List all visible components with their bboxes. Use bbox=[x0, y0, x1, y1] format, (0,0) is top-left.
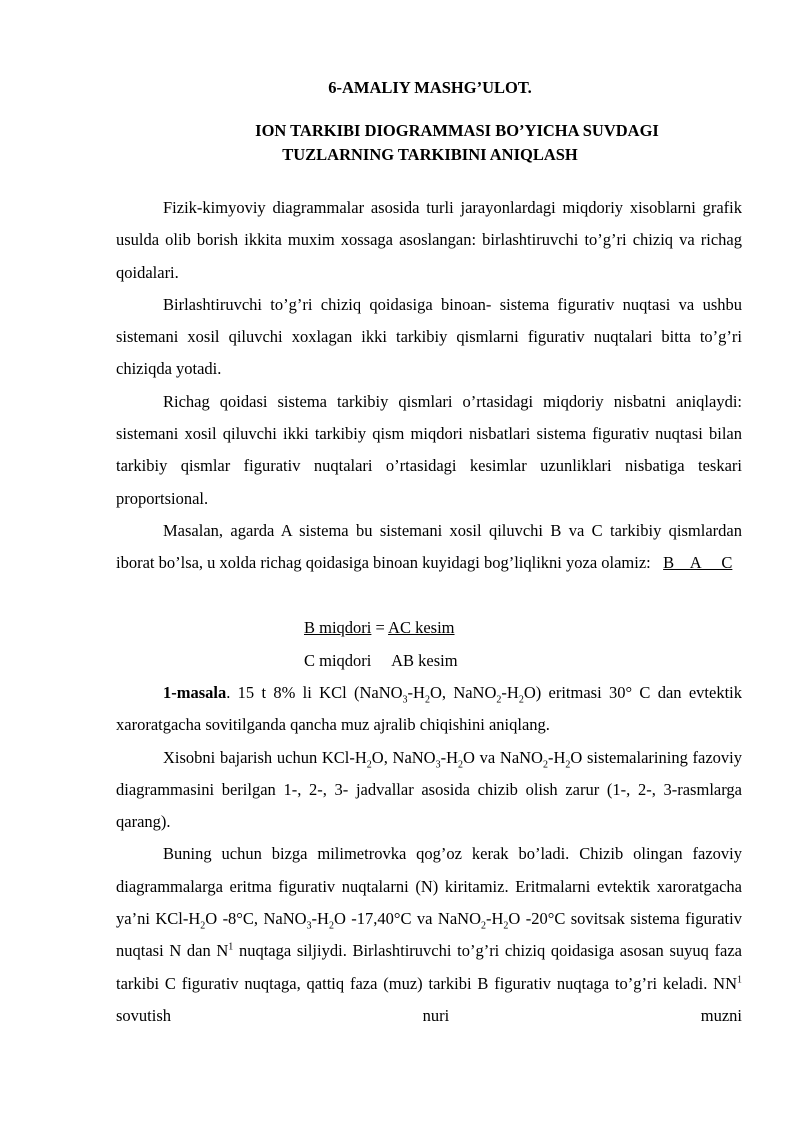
subscript: 2 bbox=[503, 920, 509, 932]
subscript: 2 bbox=[565, 758, 571, 770]
subscript: 2 bbox=[518, 694, 524, 706]
subscript: 2 bbox=[458, 758, 464, 770]
formula-ab-segment: AB kesim bbox=[391, 651, 458, 670]
bac-segment: B A C bbox=[663, 553, 733, 573]
formula-ac-segment: AC kesim bbox=[388, 618, 455, 637]
subscript: 2 bbox=[328, 920, 334, 932]
problem-text: O) eritmasi 30° C dan evtektik xaroratgacha sovitilganda qancha muz ajralib chiqishini aniqlang. bbox=[116, 683, 742, 735]
procedure-text: O -8°C, NaNO bbox=[205, 909, 307, 929]
paragraph-procedure bbox=[116, 838, 742, 1032]
procedure-text: nuqtaga siljiydi. Birlashtiruvchi to’g’ri chiziq qoidasiga asosan suyuq faza tarkibi C figurativ nuqtaga, qattiq faza (muz) tarkibi B figurativ nuqtaga to’g’ri keladi. NN bbox=[116, 941, 742, 993]
subscript: 2 bbox=[480, 920, 486, 932]
solution-text: O va NaNO bbox=[463, 747, 543, 767]
paragraph-solution-intro bbox=[116, 742, 742, 839]
problem-text: . 15 t 8% li KCl (NaNO bbox=[226, 683, 403, 702]
lever-formula-denominator bbox=[304, 651, 458, 671]
problem-text: -H bbox=[407, 683, 425, 702]
procedure-text: -H bbox=[485, 909, 504, 929]
subscript: 3 bbox=[402, 694, 408, 706]
exercise-number-heading: 6-AMALIY MASHG’ULOT. bbox=[328, 78, 532, 97]
title-line-1: ION TARKIBI DIOGRAMMASI BO’YICHA SUVDAGI bbox=[255, 121, 659, 140]
lever-formula-numerator bbox=[304, 618, 455, 638]
superscript: 1 bbox=[228, 941, 234, 953]
solution-text: Xisobni bajarish uchun KCl-H bbox=[163, 747, 367, 767]
paragraph-problem-1 bbox=[116, 677, 742, 742]
example-text: Masalan, agarda A sistema bu sistemani xosil qiluvchi B va C tarkibiy qismlardan iborat bo’lsa, u xolda richag qoidasiga binoan kuyidagi bog’liqlikni yoza olamiz: bbox=[116, 520, 742, 573]
paragraph-lever-rule: Richag qoidasi sistema tarkibiy qismlari o’rtasidagi miqdoriy nisbatni aniqlaydi: sistemani xosil qiluvchi ikki tarkibiy qism miqdori nisbatlari sistema figurativ nuqtasi bilan tarkibiy qismlar figurativ nuqtalari o’rtasidagi kesimlar uzunliklari nisbatiga teskari proportsional. bbox=[116, 391, 742, 508]
problem-label: 1-masala bbox=[163, 683, 227, 702]
procedure-text: O -17,40°C va NaNO bbox=[333, 909, 481, 929]
paragraph-diagram-rules: Fizik-kimyoviy diagrammalar asosida turli jarayonlardagi miqdoriy xisoblarni grafik usulda olib borish ikkita muxim xossaga asoslangan: birlashtiruvchi to’g’ri chiziq va richag qoidalari. bbox=[116, 198, 742, 282]
subscript: 2 bbox=[496, 694, 502, 706]
subscript: 2 bbox=[200, 920, 206, 932]
subscript: 2 bbox=[424, 694, 430, 706]
procedure-text: O -20°C sovitsak sistema figurativ nuqtasi N dan N bbox=[116, 909, 742, 961]
paragraph-line-rule: Birlashtiruvchi to’g’ri chiziq qoidasiga binoan- sistema figurativ nuqtasi va ushbu sistemani xosil qiluvchi xoxlagan ikki tarkibiy qismlarni figurativ nuqtalari bitta to’g’ri chiziqda yotadi. bbox=[116, 294, 742, 379]
solution-text: O, NaNO bbox=[371, 747, 436, 767]
formula-equals: = bbox=[371, 618, 389, 637]
solution-text: -H bbox=[440, 747, 459, 767]
intro-section bbox=[116, 192, 742, 580]
procedure-text: sovutish nuri muzni bbox=[116, 1005, 742, 1025]
problem-text: -H bbox=[501, 683, 519, 702]
subscript: 2 bbox=[542, 758, 548, 770]
paragraph-example bbox=[116, 515, 742, 580]
procedure-text: Buning uchun bizga milimetrovka qog’oz kerak bo’ladi. Chizib olingan fazoviy diagrammalarga eritma figurativ nuqtalarni (N) kiritamiz. Eritmalarni evtektik xaroratgacha ya’ni KCl-H bbox=[116, 844, 742, 929]
subscript: 3 bbox=[435, 758, 441, 770]
formula-b-amount: B miqdori bbox=[304, 618, 372, 637]
problem-text: O, NaNO bbox=[429, 683, 497, 702]
solution-text: O sistemalarining fazoviy diagrammasini berilgan 1-, 2-, 3- jadvallar asosida chizib olish zarur (1-, 2-, 3-rasmlarga qarang). bbox=[116, 747, 742, 832]
superscript: 1 bbox=[737, 974, 742, 986]
procedure-text: -H bbox=[311, 909, 329, 929]
title-line-2: TUZLARNING TARKIBINI ANIQLASH bbox=[282, 145, 578, 164]
formula-c-amount: C miqdori bbox=[304, 651, 372, 670]
problem-section bbox=[116, 677, 742, 1032]
subscript: 2 bbox=[366, 758, 372, 770]
solution-text: -H bbox=[547, 747, 566, 767]
subscript: 3 bbox=[306, 920, 312, 932]
